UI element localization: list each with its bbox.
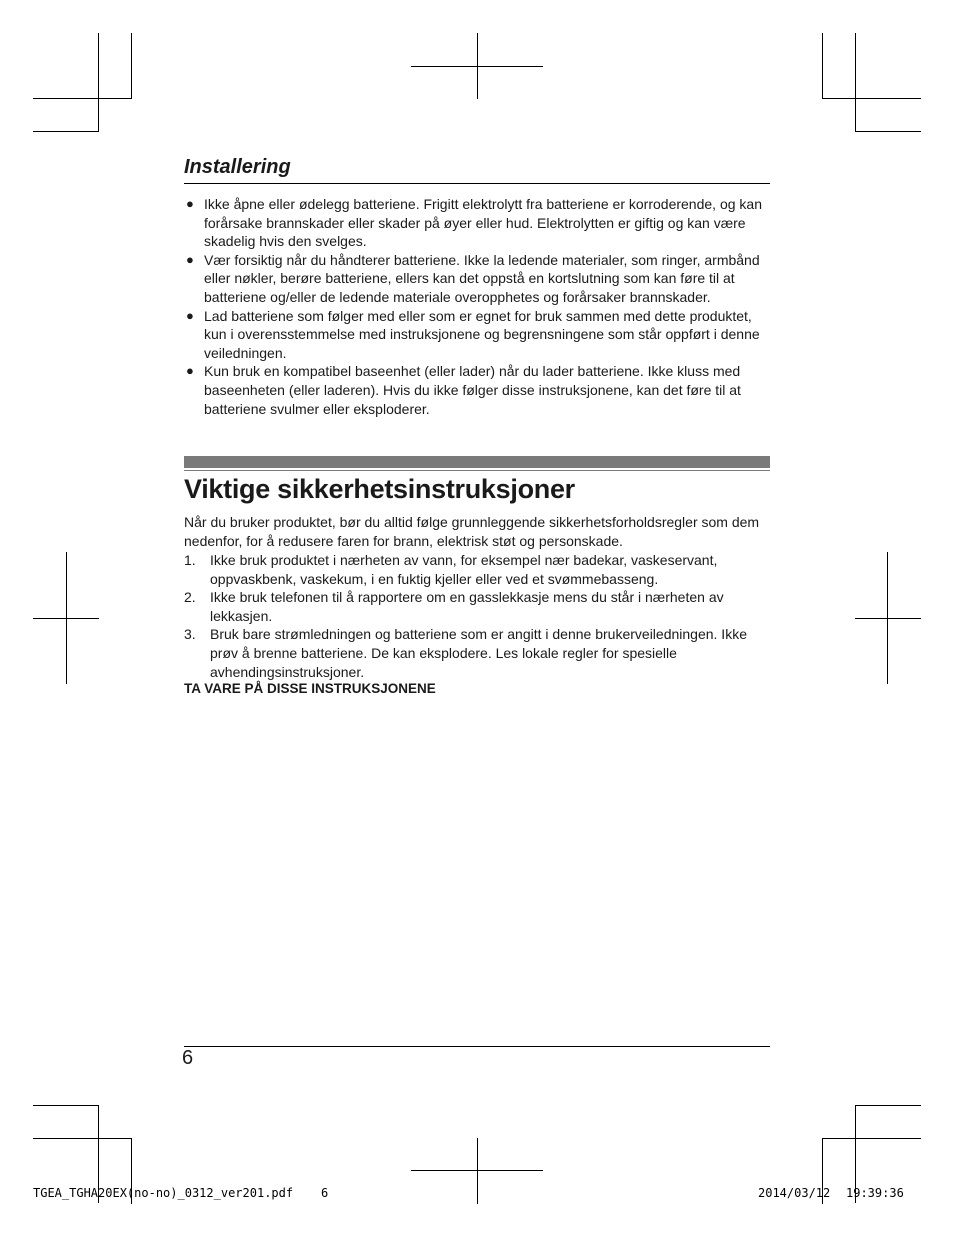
footer-date: 2014/03/12 [758, 1186, 831, 1200]
page-number: 6 [182, 1047, 194, 1069]
save-instructions-note: TA VARE PÅ DISSE INSTRUKSJONENE [184, 681, 436, 696]
safety-intro: Når du bruker produktet, bør du alltid følge grunnleggende sikkerhetsforholdsregler som dem nedenfor, for å redusere faren for brann, elektrisk støt og personskade. [184, 514, 760, 549]
list-item: ● Ikke åpne eller ødelegg batteriene. Frigitt elektrolytt fra batteriene er korroderende, og kan forårsake brannskader eller skader på øyer eller hud. Elektrolytten er giftig og kan være skadelig hvis den svelges. [186, 196, 762, 250]
heading-bar-line [184, 470, 770, 471]
list-item: 3. Bruk bare strømledningen og batteriene som er angitt i denne brukerveiledningen. Ikke prøv å brenne batteriene. De kan eksplodere. Les lokale regler for spesielle avhendingsinstruksjoner. [184, 626, 747, 680]
bullet-icon: ● [186, 251, 194, 267]
footer-page: 6 [321, 1186, 329, 1200]
section-title: Installering [184, 156, 291, 178]
safety-instruction-list [184, 551, 770, 681]
footer-divider [184, 1046, 770, 1047]
list-item: 1. Ikke bruk produktet i nærheten av vann, for eksempel nær badekar, vaskeservant, oppvaskbenk, vaskekum, i en fuktig kjeller eller ved et svømmebasseng. [184, 552, 718, 587]
bullet-icon: ● [186, 307, 194, 323]
footer-filename: TGEA_TGHA20EX(no-no)_0312_ver201.pdf [33, 1186, 294, 1200]
list-item: ● Lad batteriene som følger med eller som er egnet for bruk sammen med dette produktet, kun i overensstemmelse med instruksjonene og begrensningene som står oppført i denne veiledningen. [186, 307, 760, 361]
list-item: 2. Ikke bruk telefonen til å rapportere om en gasslekkasje mens du står i nærheten av lekkasjen. [184, 589, 724, 624]
list-item: ● Kun bruk en kompatibel baseenhet (eller lader) når du lader batteriene. Ikke kluss med baseenheten (eller laderen). Hvis du ikke følger disse instruksjonene, kan det føre til at batteriene svulmer eller eksploderer. [186, 363, 741, 417]
section-divider [184, 183, 770, 184]
bullet-icon: ● [186, 363, 194, 379]
safety-heading: Viktige sikkerhetsinstruksjoner [184, 474, 575, 504]
bullet-icon: ● [186, 196, 194, 211]
list-item: ● Vær forsiktig når du håndterer batteriene. Ikke la ledende materialer, som ringer, armbånd eller nøkler, berøre batteriene, ellers kan det oppstå en kortslutning som kan føre til at batteriene og/eller de ledende materiale overopphetes og forårsaker brannskader. [186, 251, 760, 305]
footer-time: 19:39:36 [846, 1186, 904, 1200]
heading-bar [184, 456, 770, 468]
battery-warning-list [184, 195, 770, 418]
